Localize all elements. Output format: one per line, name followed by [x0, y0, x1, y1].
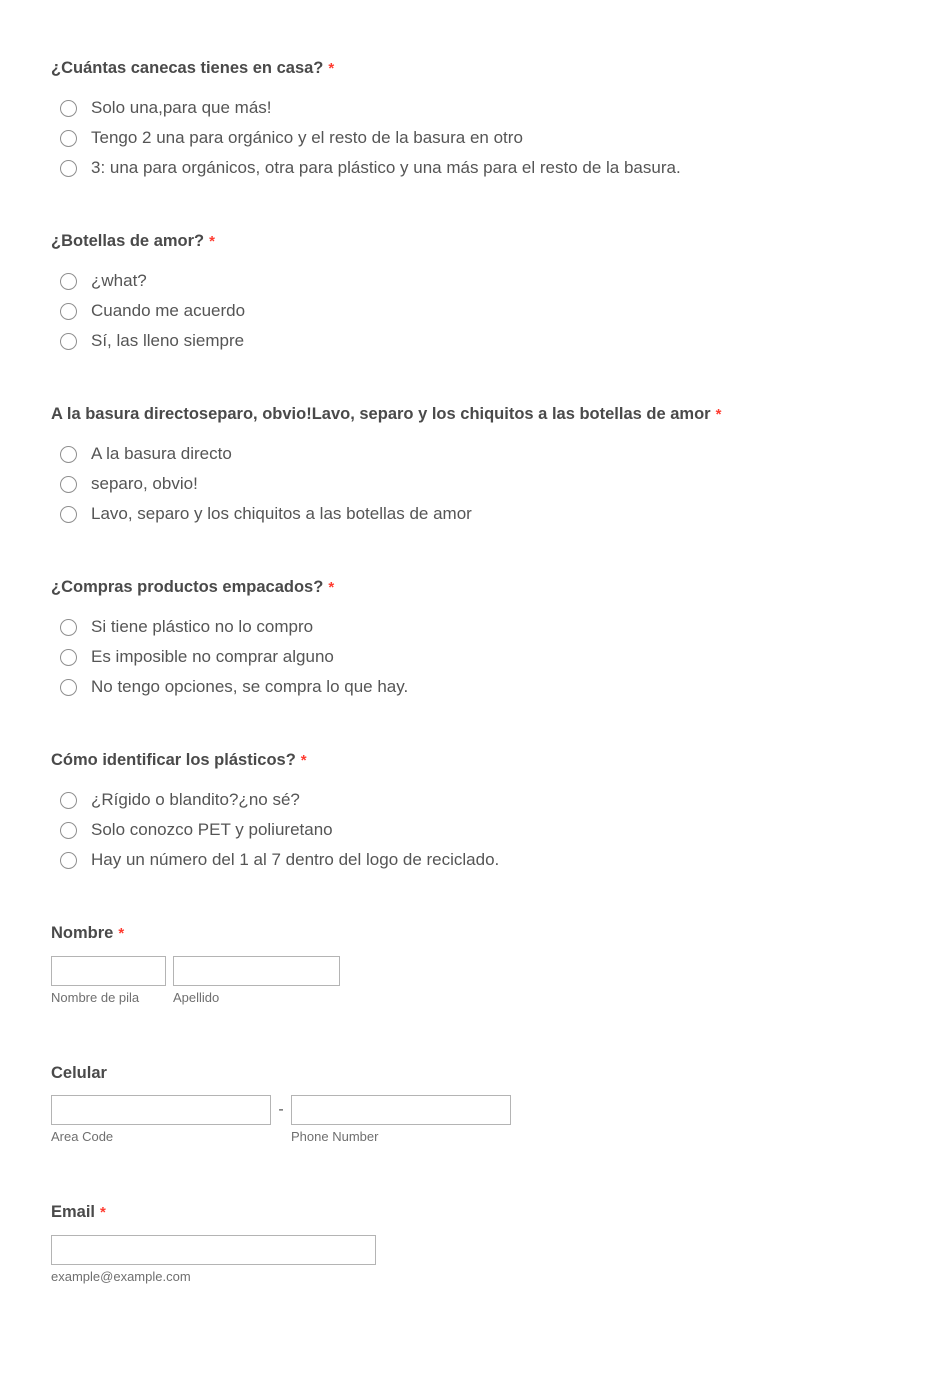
radio-button[interactable]: [60, 506, 77, 523]
radio-option[interactable]: [51, 785, 880, 815]
email-input[interactable]: [51, 1235, 376, 1265]
radio-option[interactable]: [51, 93, 880, 123]
radio-button[interactable]: [60, 792, 77, 809]
question-label-text: A la basura directoseparo, obvio!Lavo, separo y los chiquitos a las botellas de amor: [51, 405, 711, 423]
radio-button[interactable]: [60, 303, 77, 320]
radio-button[interactable]: [60, 160, 77, 177]
required-asterisk: *: [100, 1204, 106, 1221]
phone-number-sublabel: Phone Number: [291, 1129, 379, 1144]
radio-button[interactable]: [60, 333, 77, 350]
phone-field-group: [51, 1063, 880, 1144]
radio-option[interactable]: [51, 642, 880, 672]
radio-option[interactable]: [51, 672, 880, 702]
option-label: Si tiene plástico no lo compro: [91, 617, 314, 636]
last-name-sublabel: Apellido: [173, 990, 220, 1005]
radio-button[interactable]: [60, 100, 77, 117]
radio-option[interactable]: [51, 469, 880, 499]
question-label-text: ¿Compras productos empacados?: [51, 578, 324, 596]
option-label: Es imposible no comprar alguno: [91, 647, 334, 666]
first-name-sublabel: Nombre de pila: [51, 990, 140, 1005]
radio-option[interactable]: [51, 296, 880, 326]
question-label: [51, 231, 880, 252]
question-label: [51, 750, 880, 771]
radio-option[interactable]: [51, 815, 880, 845]
required-asterisk: *: [328, 579, 335, 596]
area-code-sublabel: Area Code: [51, 1129, 114, 1144]
radio-button[interactable]: [60, 130, 77, 147]
phone-field-label: Celular: [51, 1064, 107, 1082]
radio-button[interactable]: [60, 619, 77, 636]
option-label: Hay un número del 1 al 7 dentro del logo de reciclado.: [91, 850, 500, 869]
option-label: A la basura directo: [91, 444, 232, 463]
radio-option[interactable]: [51, 499, 880, 529]
radio-button[interactable]: [60, 273, 77, 290]
question-label-text: ¿Botellas de amor?: [51, 232, 205, 250]
question-label: [51, 404, 880, 425]
required-asterisk: *: [300, 752, 307, 769]
radio-option[interactable]: [51, 266, 880, 296]
option-label: Tengo 2 una para orgánico y el resto de la basura en otro: [91, 128, 523, 147]
option-label: Cuando me acuerdo: [91, 301, 246, 320]
first-name-input[interactable]: [51, 956, 166, 986]
radio-button[interactable]: [60, 679, 77, 696]
question-label-text: Cómo identificar los plásticos?: [51, 751, 296, 769]
email-sublabel: example@example.com: [51, 1269, 191, 1284]
question-botellas-de-amor: [51, 231, 880, 356]
phone-separator: -: [278, 1101, 284, 1118]
question-identificar-plasticos: [51, 750, 880, 875]
option-label: ¿Rígido o blandito?¿no sé?: [91, 790, 300, 809]
email-field-label: [51, 1202, 880, 1223]
phone-number-input[interactable]: [291, 1095, 511, 1125]
radio-option[interactable]: [51, 439, 880, 469]
radio-option[interactable]: [51, 326, 880, 356]
question-label: [51, 577, 880, 598]
required-asterisk: *: [118, 925, 125, 942]
option-label: Solo conozco PET y poliuretano: [91, 820, 333, 839]
radio-button[interactable]: [60, 649, 77, 666]
name-field-label: [51, 923, 880, 944]
name-field-group: [51, 923, 880, 1005]
area-code-input[interactable]: [51, 1095, 271, 1125]
option-label: No tengo opciones, se compra lo que hay.: [91, 677, 409, 696]
radio-option[interactable]: [51, 845, 880, 875]
option-label: Solo una,para que más!: [91, 98, 272, 117]
option-label: separo, obvio!: [91, 474, 198, 493]
required-asterisk: *: [328, 60, 335, 77]
option-label: Lavo, separo y los chiquitos a las botellas de amor: [91, 504, 472, 523]
question-productos-empacados: [51, 577, 880, 702]
question-label: [51, 58, 880, 79]
option-label: 3: una para orgánicos, otra para plástico y una más para el resto de la basura.: [91, 158, 681, 177]
email-label-text: Email: [51, 1203, 96, 1221]
radio-option[interactable]: [51, 123, 880, 153]
option-label: Sí, las lleno siempre: [91, 331, 245, 350]
radio-option[interactable]: [51, 153, 880, 183]
required-asterisk: *: [209, 233, 215, 250]
last-name-input[interactable]: [173, 956, 340, 986]
option-label: ¿what?: [91, 271, 147, 290]
email-field-group: [51, 1202, 880, 1284]
question-label-text: ¿Cuántas canecas tienes en casa?: [51, 59, 324, 77]
radio-button[interactable]: [60, 822, 77, 839]
name-label-text: Nombre: [51, 924, 114, 942]
required-asterisk: *: [715, 406, 722, 423]
question-separacion-basura: [51, 404, 880, 529]
question-canecas: [51, 58, 880, 183]
radio-option[interactable]: [51, 612, 880, 642]
radio-button[interactable]: [60, 446, 77, 463]
radio-button[interactable]: [60, 852, 77, 869]
radio-button[interactable]: [60, 476, 77, 493]
